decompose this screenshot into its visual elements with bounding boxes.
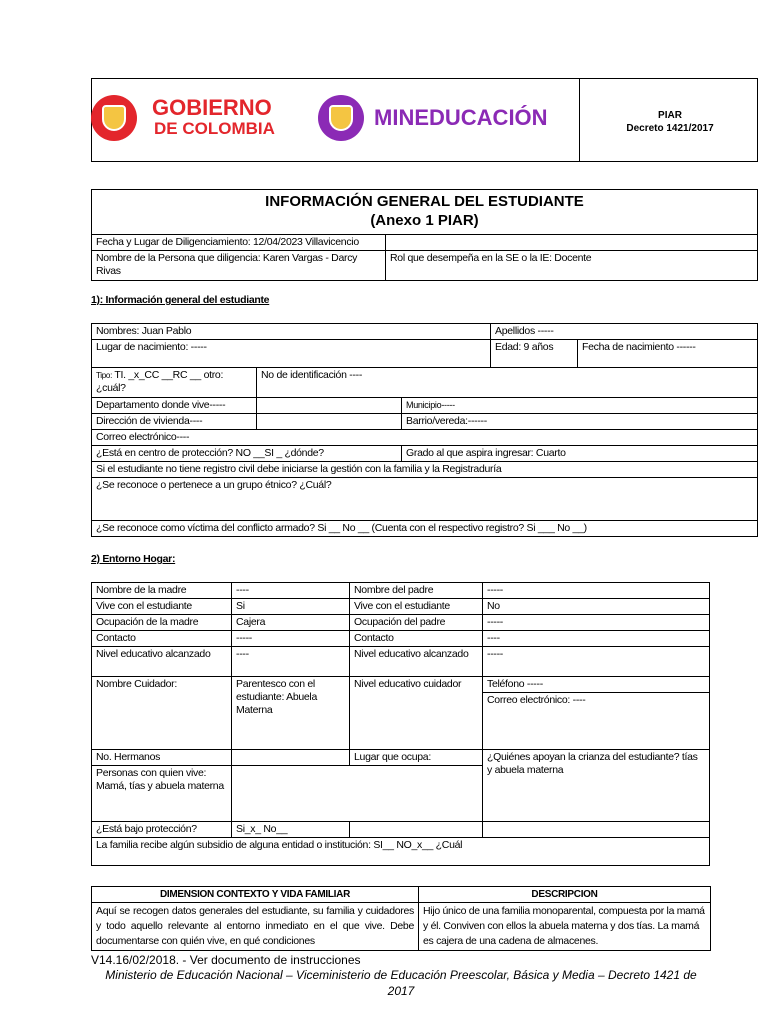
no-identificacion-cell: No de identificación ---- [257,368,758,398]
madre-label: Nombre de la madre [92,583,232,599]
padre-value: ----- [483,583,710,599]
title-cell [92,190,758,235]
nivel-madre-label: Nivel educativo alcanzado [92,647,232,677]
tipo-documento-cell [92,368,257,398]
section1-heading: 1): Información general del estudiante [91,294,270,306]
page-subtitle: (Anexo 1 PIAR) [370,212,479,229]
entorno-hogar-table [91,582,710,866]
section2-heading: 2) Entorno Hogar: [91,553,176,565]
fecha-cell: Fecha y Lugar de Diligenciamiento: 12/04/2023 Villavicencio [92,235,386,251]
telefono-cell: Teléfono ----- [483,677,710,693]
descripcion-header: DESCRIPCION [419,887,711,903]
apellidos-cell: Apellidos ----- [491,324,758,340]
rol-cell: Rol que desempeña en la SE o la IE: Docente [386,251,758,281]
ocupacion-padre-value: ----- [483,615,710,631]
piar-label: PIAR [658,110,682,121]
bajo-proteccion-empty-2 [483,822,710,838]
nivel-padre-label: Nivel educativo alcanzado [350,647,483,677]
dimension-table [91,886,711,951]
nombre-persona-cell: Nombre de la Persona que diligencia: Karen Vargas - Darcy Rivas [92,251,386,281]
lugar-nacimiento-cell: Lugar de nacimiento: ----- [92,340,491,368]
madre-value: ---- [232,583,350,599]
departamento-cell: Departamento donde vive----- [92,398,257,414]
vive-padre-value: No [483,599,710,615]
etnico-cell: ¿Se reconoce o pertenece a un grupo étnico? ¿Cuál? [92,478,758,521]
contacto-padre-value: ---- [483,631,710,647]
correo-cuidador-cell: Correo electrónico: ---- [483,693,710,750]
contacto-madre-label: Contacto [92,631,232,647]
dimension-header: DIMENSION CONTEXTO Y VIDA FAMILIAR [92,887,419,903]
bajo-proteccion-empty [350,822,483,838]
personas-vive-value [232,766,483,822]
tipo-prefix: Tipo: [96,371,112,380]
nivel-madre-value: ---- [232,647,350,677]
fecha-empty-cell [386,235,758,251]
bajo-proteccion-label: ¿Está bajo protección? [92,822,232,838]
footer-ministry: Ministerio de Educación Nacional – Viceministerio de Educación Preescolar, Básica y Media – Decreto 1421 de 2017 [105,968,697,998]
direccion-cell: Dirección de vivienda---- [92,414,257,430]
victima-cell: ¿Se reconoce como víctima del conflicto armado? Si __ No __ (Cuenta con el respectivo registro? Si ___ No __) [92,521,758,537]
hermanos-label: No. Hermanos [92,750,232,766]
nombres-cell: Nombres: Juan Pablo [92,324,491,340]
descripcion-text: Hijo único de una familia monoparental, compuesta por la mamá y él. Conviven con ellos la abuela materna y dos tías. La mamá es cajera de una cadena de almacenes. [419,903,711,951]
vive-padre-label: Vive con el estudiante [350,599,483,615]
ocupacion-madre-label: Ocupación de la madre [92,615,232,631]
contacto-padre-label: Contacto [350,631,483,647]
departamento-empty-cell [257,398,402,414]
edad-cell: Edad: 9 años [491,340,578,368]
page-title: INFORMACIÓN GENERAL DEL ESTUDIANTE [265,193,584,210]
grado-cell: Grado al que aspira ingresar: Cuarto [402,446,758,462]
cuidador-label: Nombre Cuidador: [92,677,232,750]
lugar-ocupa-label: Lugar que ocupa: [350,750,483,766]
municipio-cell: Municipio----- [402,398,758,414]
fecha-nacimiento-cell: Fecha de nacimiento ------ [578,340,758,368]
mineducacion-logo-text: MINEDUCACIÓN [374,105,548,130]
title-table [91,189,758,281]
student-info-table [91,323,758,537]
nivel-cuidador-cell: Nivel educativo cuidador [350,677,483,750]
quienes-apoyan-cell: ¿Quiénes apoyan la crianza del estudiante? tías y abuela materna [483,750,710,822]
gov-logo-line1: GOBIERNO [152,95,272,120]
subsidio-cell: La familia recibe algún subsidio de alguna entidad o institución: SI__ NO_x__ ¿Cuál [92,838,710,866]
nivel-padre-value: ----- [483,647,710,677]
vive-madre-value: Si [232,599,350,615]
personas-vive-cell: Personas con quien vive: Mamá, tías y abuela materna [92,766,232,822]
ocupacion-madre-value: Cajera [232,615,350,631]
dimension-text: Aquí se recogen datos generales del estudiante, su familia y cuidadores y todo aquello relevante al entorno inmediato en el que vive. Debe documentarse con quién vive, en qué condiciones [92,903,419,951]
padre-label: Nombre del padre [350,583,483,599]
contacto-madre-value: ----- [232,631,350,647]
gobierno-seal-icon [91,95,139,143]
hermanos-value [232,750,350,766]
mineducacion-seal-icon [318,95,366,143]
piar-decree: Decreto 1421/2017 [626,123,714,134]
tipo-documento-text: TI. _x_CC __RC __ otro: ¿cuál? [96,369,224,394]
proteccion-cell: ¿Está en centro de protección? NO __SI _ ¿dónde? [92,446,402,462]
gov-logo-line2: DE COLOMBIA [154,119,275,138]
ocupacion-padre-label: Ocupación del padre [350,615,483,631]
header-divider [579,78,580,162]
footer-version: V14.16/02/2018. - Ver documento de instrucciones [91,953,361,967]
barrio-cell: Barrio/vereda:------ [402,414,758,430]
correo-cell: Correo electrónico---- [92,430,758,446]
parentesco-cell: Parentesco con el estudiante: Abuela Materna [232,677,350,750]
registro-civil-cell: Si el estudiante no tiene registro civil debe iniciarse la gestión con la familia y la Registraduría [92,462,758,478]
bajo-proteccion-value: Si_x_ No__ [232,822,350,838]
vive-madre-label: Vive con el estudiante [92,599,232,615]
direccion-empty-cell [257,414,402,430]
